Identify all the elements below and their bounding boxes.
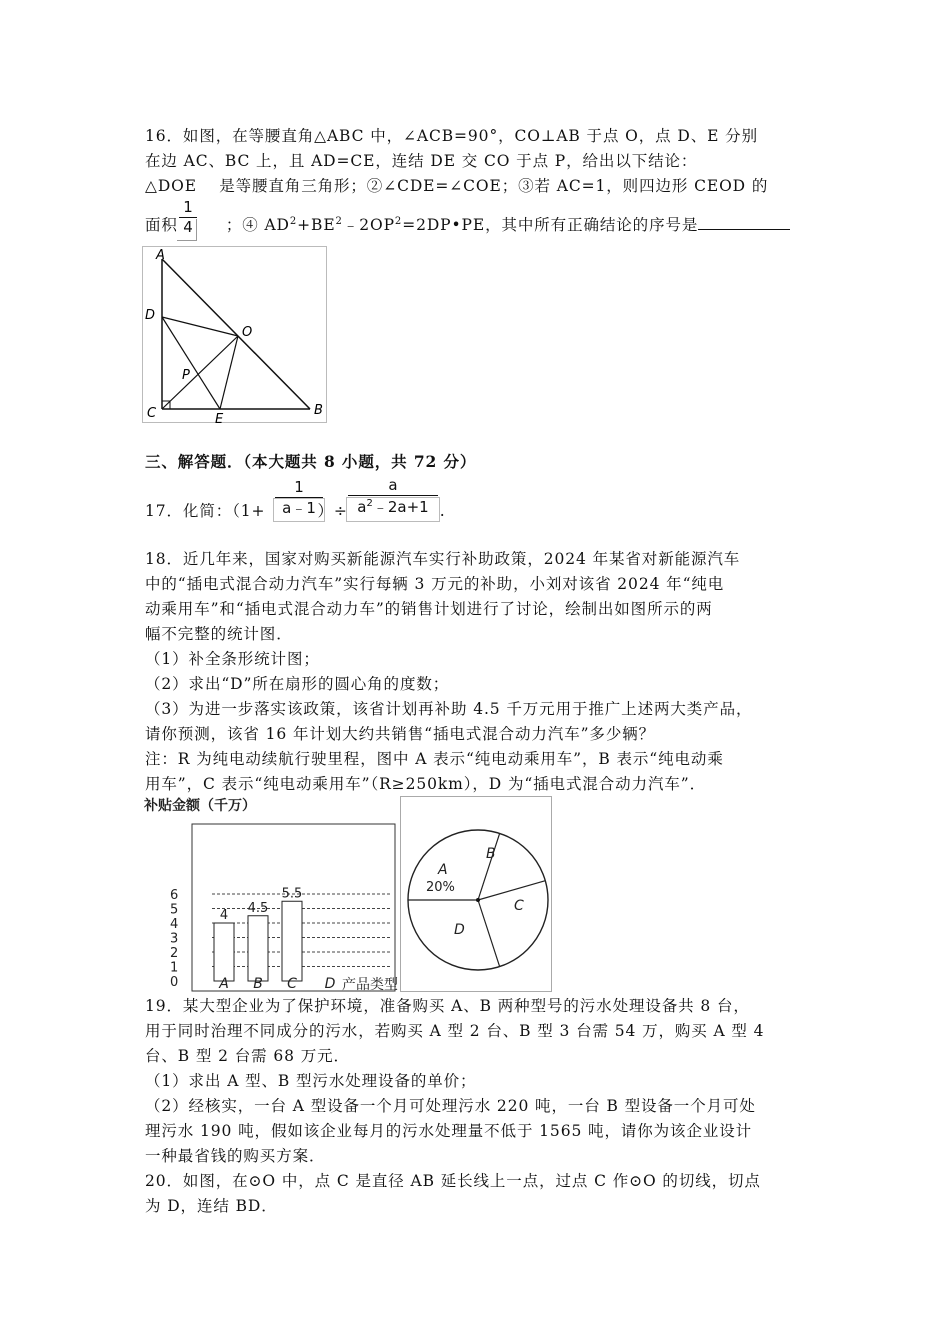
pie-slice-label: A <box>438 862 448 878</box>
segment-de <box>162 317 220 409</box>
q17-fraction-2: a $a^2﹣2a+1$ <box>348 476 438 517</box>
section-heading: 三、解答题．（本大题共 8 小题，共 72 分） <box>145 452 477 471</box>
q18-line: 动乘用车”和“插电式混合动力车”的销售计划进行了讨论，绘制出如图所示的两 <box>145 600 713 618</box>
q18-line: 18．近几年来，国家对购买新能源汽车实行补助政策，2024 年某省对新能源汽车 <box>145 550 741 568</box>
q17-fraction-1: 1 a﹣1 <box>275 478 323 517</box>
bar-data-label: 4.5 <box>247 900 269 916</box>
q18-line: 请你预测，该省 16 年计划大约共销售“插电式混合动力汽车”多少辆？ <box>145 725 656 743</box>
y-tick-label: 5 <box>170 902 179 918</box>
segment-co <box>162 336 238 409</box>
bar-data-label: 4 <box>219 908 229 923</box>
q19-line: 理污水 190 吨，假如该企业每月的污水处理量不低于 1565 吨，请你为该企业设计 <box>145 1122 753 1140</box>
q18-part-1: （1）补全条形统计图； <box>145 650 320 668</box>
bar-chart-title: 补贴金额（千万） <box>144 798 256 814</box>
q18-line: 幅不完整的统计图． <box>145 625 293 643</box>
bar-data-label: 5.5 <box>281 886 303 902</box>
bar <box>214 923 234 981</box>
q20-line: 为 D，连结 BD． <box>145 1197 278 1215</box>
q16-triangle-figure <box>142 246 328 424</box>
q20-line: 20．如图，在⊙O 中，点 C 是直径 AB 延长线上一点，过点 C 作⊙O 的切线，切点 <box>145 1172 761 1190</box>
y-tick-label: 4 <box>170 917 179 932</box>
side-ab <box>162 259 310 409</box>
q19-part-1: （1）求出 A 型、B 型污水处理设备的单价； <box>145 1072 477 1090</box>
pie-center-dot <box>476 898 480 902</box>
q18-part-3: （3）为进一步落实该政策，该省计划再补助 4.5 千万元用于推广上述两大类产品， <box>145 700 753 718</box>
q19-part-2: （2）经核实，一台 A 型设备一个月可处理污水 220 吨，一台 B 型设备一个月可处 <box>145 1097 756 1115</box>
q16-line-2: 在边 AC、BC 上，且 AD=CE，连结 DE 交 CO 于点 P，给出以下结论： <box>145 152 698 170</box>
bar <box>282 901 302 981</box>
label-c: C <box>147 406 157 421</box>
pie-slice-label: C <box>514 898 524 914</box>
segment-eo <box>220 336 238 409</box>
q16-line-4: 面积 ；④ $AD^2+BE^2﹣2OP^2=2DP•PE$，其中所有正确结论的序号是 <box>145 215 790 235</box>
subsidy-pie-chart <box>400 796 552 992</box>
q18-part-2: （2）求出“D”所在扇形的圆心角的度数； <box>145 675 450 693</box>
label-o: O <box>242 325 253 340</box>
subsidy-bar-chart <box>142 796 400 992</box>
q18-note: 用车”，C 表示“纯电动乘用车”（R≥250km），D 为“插电式混合动力汽车”． <box>145 775 706 793</box>
q16-line-3: △DOE 是等腰直角三角形；②∠CDE=∠COE；③若 AC=1，则四边形 CEOD 的 <box>145 177 769 195</box>
x-tick-label: C <box>287 976 297 992</box>
answer-blank <box>698 215 790 230</box>
segment-do <box>162 317 238 336</box>
x-tick-label: B <box>253 976 263 992</box>
label-e: E <box>215 412 224 424</box>
pie-slice-percent: 20% <box>426 880 455 895</box>
x-tick-label: A <box>219 976 229 992</box>
pie-slice-label: B <box>486 846 496 862</box>
x-tick-label: D <box>324 976 336 992</box>
pie-slice-label: D <box>454 922 465 938</box>
q18-note: 注：R 为纯电动续航行驶里程，图中 A 表示“纯电动乘用车”，B 表示“纯电动乘 <box>145 750 724 768</box>
q16-fraction: 1 4 <box>179 199 197 236</box>
q17-fraction-2-frame <box>346 497 440 522</box>
label-d: D <box>145 308 156 323</box>
y-tick-label: 1 <box>170 960 179 976</box>
y-tick-label: 3 <box>170 931 179 947</box>
y-tick-label: 2 <box>170 946 179 961</box>
y-tick-label: 6 <box>170 888 179 903</box>
label-p: P <box>182 368 190 383</box>
label-a: A <box>156 248 165 263</box>
q17-line: 17．化简：（1+ ）÷ . <box>145 502 446 520</box>
label-b: B <box>314 403 323 418</box>
q19-line: 用于同时治理不同成分的污水，若购买 A 型 2 台、B 型 3 台需 54 万，购买 A 型 4 <box>145 1022 765 1040</box>
q19-line: 一种最省钱的购买方案． <box>145 1147 326 1165</box>
q19-line: 19．某大型企业为了保护环境，准备购买 A、B 两种型号的污水处理设备共 8 台， <box>145 997 750 1015</box>
y-tick-label: 0 <box>170 975 179 990</box>
q16-line-1: 16．如图，在等腰直角△ABC 中，∠ACB=90°，CO⊥AB 于点 O，点 D、E 分别 <box>145 127 758 145</box>
q19-line: 台、B 型 2 台需 68 万元． <box>145 1047 350 1065</box>
fraction-frame <box>177 219 197 241</box>
q17-fraction-1-frame <box>273 498 325 522</box>
bar <box>248 916 268 981</box>
x-axis-label: 产品类型 <box>342 977 398 992</box>
q18-line: 中的“插电式混合动力汽车”实行每辆 3 万元的补助，小刘对该省 2024 年“纯电 <box>145 575 725 593</box>
